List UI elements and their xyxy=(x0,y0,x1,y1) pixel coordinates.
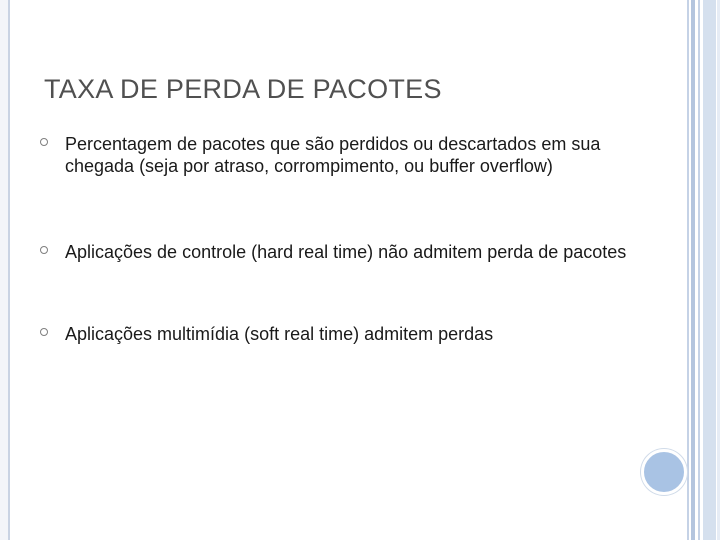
bullet-circle-icon xyxy=(40,138,48,146)
decorative-stripe xyxy=(698,0,700,540)
bullet-text: Aplicações de controle (hard real time) não admitem perda de pacotes xyxy=(65,242,627,262)
decorative-stripe xyxy=(687,0,689,540)
bullet-circle-icon xyxy=(40,246,48,254)
decorative-circle-icon xyxy=(641,449,687,495)
bullet-text: Percentagem de pacotes que são perdidos ou descartados em sua chegada (seja por atraso, corrompimento, ou buffer overflow) xyxy=(65,134,601,176)
bullet-text: Aplicações multimídia (soft real time) admitem perdas xyxy=(65,324,494,344)
bullet-circle-icon xyxy=(40,328,48,336)
slide-title: TAXA DE PERDA DE PACOTES xyxy=(44,74,442,104)
decorative-stripe xyxy=(703,0,716,540)
left-frame-border xyxy=(0,0,10,540)
decorative-stripe xyxy=(691,0,695,540)
